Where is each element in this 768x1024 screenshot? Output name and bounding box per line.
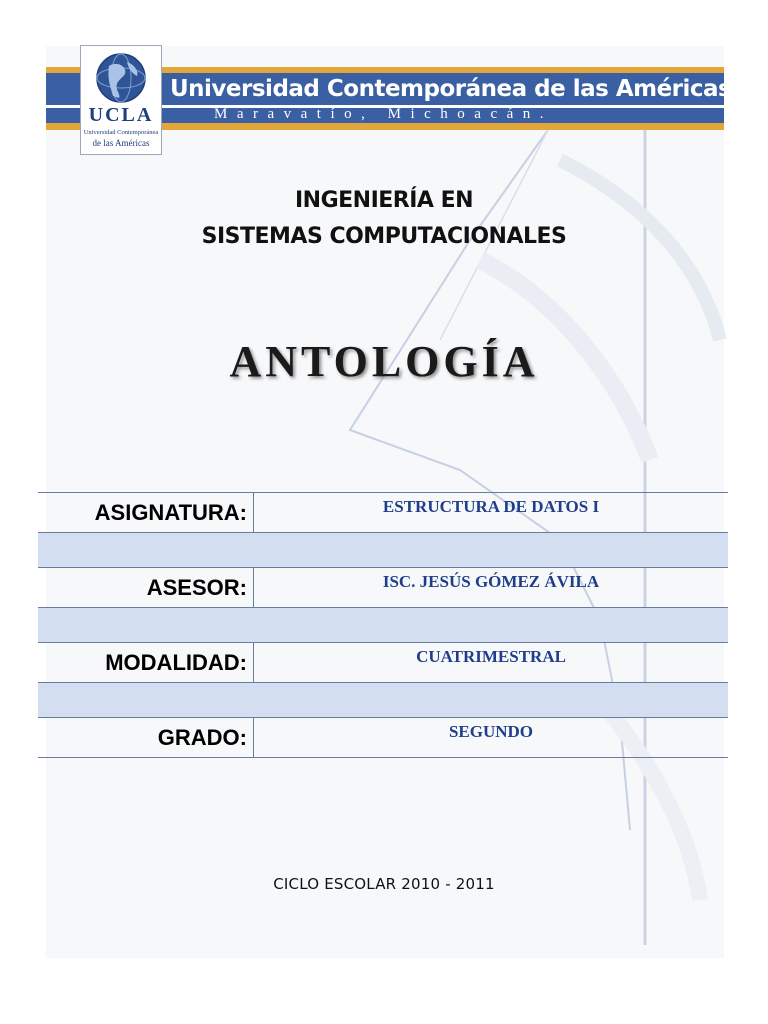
table-spacer-row (38, 683, 728, 718)
document-title: ANTOLOGÍA (229, 337, 539, 386)
field-value-asignatura: ESTRUCTURA DE DATOS I (254, 493, 729, 533)
field-value-grado: SEGUNDO (254, 718, 729, 758)
table-row (38, 568, 728, 608)
logo-subtitle: Universidad Contemporánea (83, 129, 159, 136)
school-cycle: CICLO ESCOLAR 2010 - 2011 (273, 875, 495, 893)
university-logo (80, 45, 162, 155)
field-label-modalidad: MODALIDAD: (38, 643, 254, 683)
logo-subtitle-2: de las Américas (92, 138, 150, 148)
field-label-asignatura: ASIGNATURA: (38, 493, 254, 533)
table-spacer-row (38, 608, 728, 643)
field-value-asesor: ISC. JESÚS GÓMEZ ÁVILA (254, 568, 729, 608)
table-row (38, 718, 728, 758)
field-label-grado: GRADO: (38, 718, 254, 758)
table-spacer-row (38, 533, 728, 568)
field-value-modalidad: CUATRIMESTRAL (254, 643, 729, 683)
career-title-line2: SISTEMAS COMPUTACIONALES (201, 224, 567, 249)
field-label-asesor: ASESOR: (38, 568, 254, 608)
info-table (38, 492, 728, 758)
career-title-line1: INGENIERÍA EN (294, 188, 474, 213)
university-city: Maravatío, Michoacán. (214, 106, 554, 122)
university-name: Universidad Contemporánea de las Américas (170, 76, 732, 102)
logo-text: UCLA (88, 104, 154, 126)
globe-icon (95, 52, 147, 104)
table-row (38, 493, 728, 533)
table-row (38, 643, 728, 683)
